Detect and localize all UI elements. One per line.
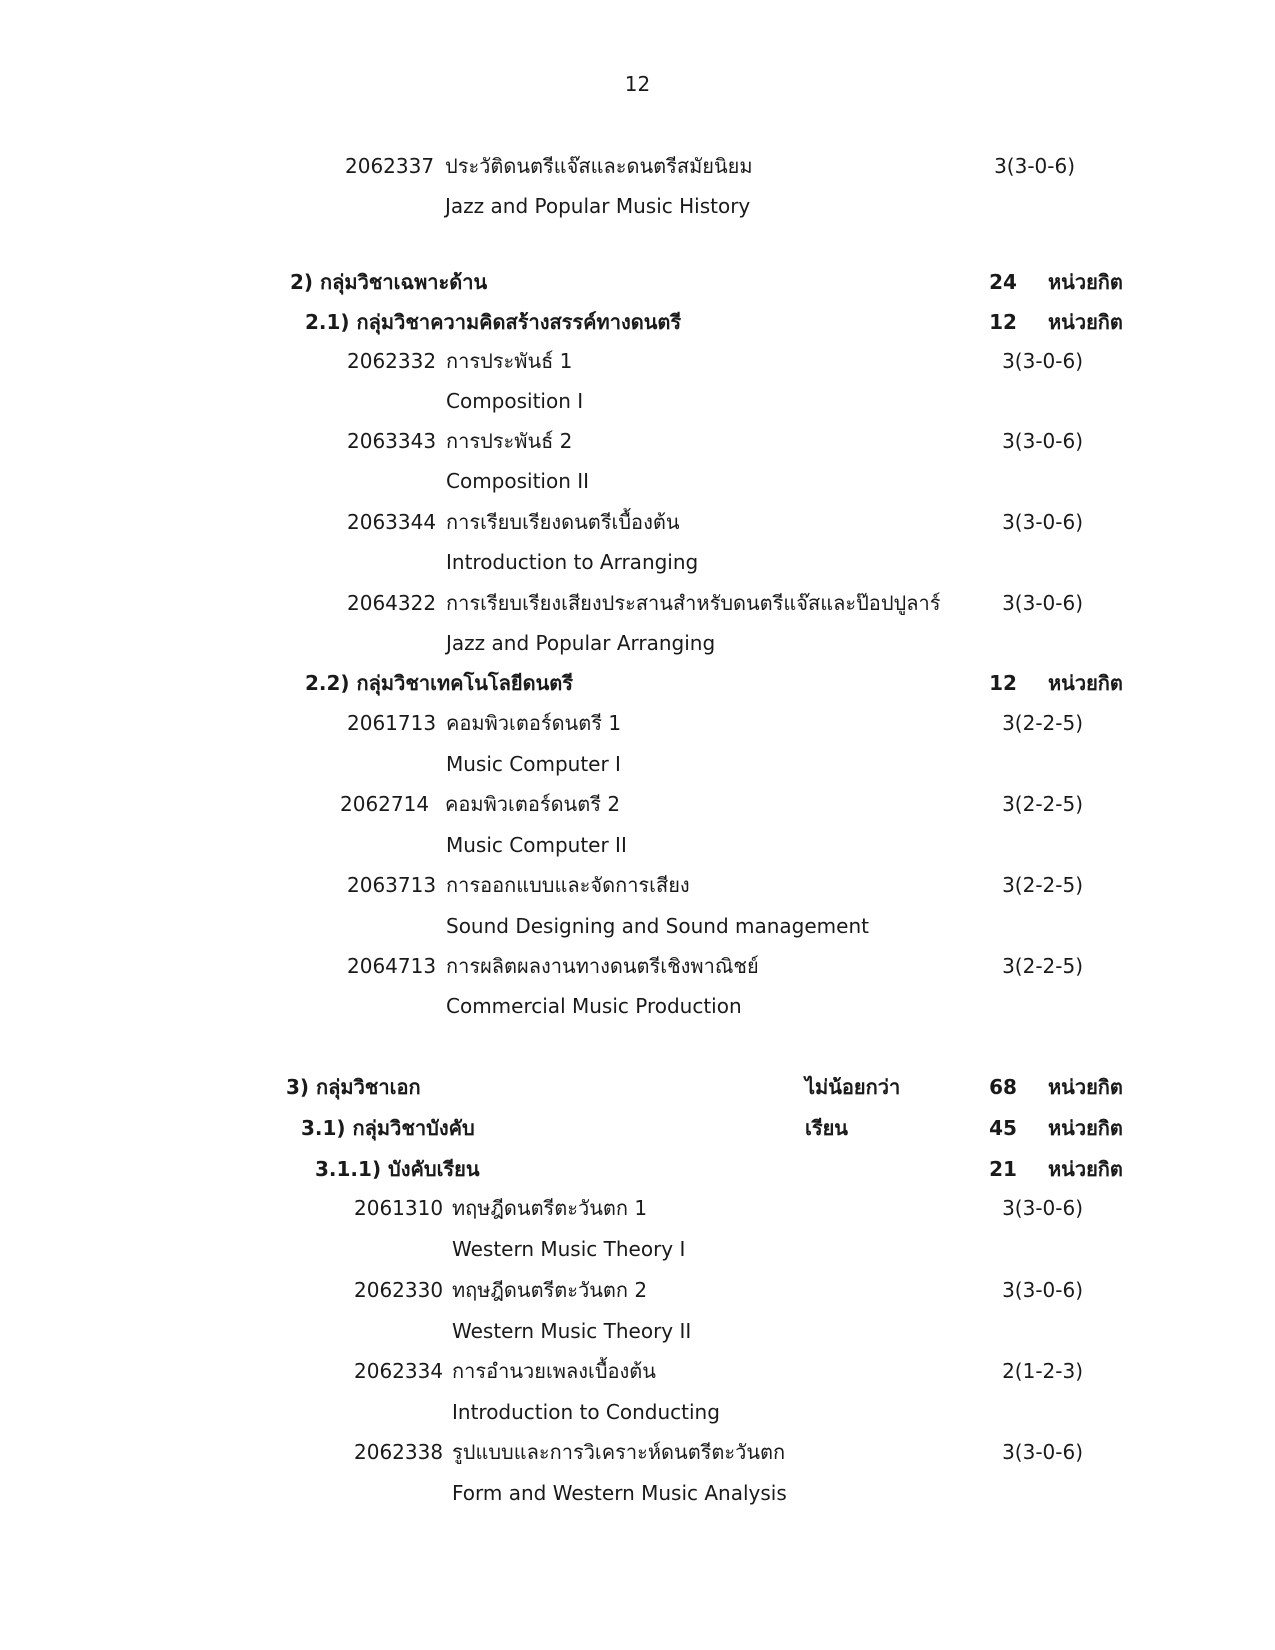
- course-row: [0, 583, 1275, 623]
- course-title-eng: Western Music Theory II: [452, 1319, 692, 1343]
- course-code: 2062330: [354, 1278, 444, 1302]
- course-title-thai: คอมพิวเตอร์ดนตรี 1: [446, 711, 622, 735]
- course-row: [0, 946, 1275, 986]
- course-code: 2062338: [354, 1440, 444, 1464]
- course-row: [0, 865, 1275, 905]
- course-row: [0, 1432, 1275, 1472]
- course-title-eng-row: [0, 906, 1275, 946]
- course-title-eng-row: [0, 825, 1275, 865]
- course-credit: 3(3-0-6): [1002, 1196, 1083, 1220]
- course-row: [0, 784, 1275, 824]
- course-row: [0, 703, 1275, 743]
- course-credit: 3(3-0-6): [1002, 429, 1083, 453]
- group-heading: [0, 1067, 1275, 1107]
- course-credit: 3(3-0-6): [1002, 591, 1083, 615]
- course-title-thai: ทฤษฎีดนตรีตะวันตก 2: [452, 1278, 648, 1302]
- course-title-thai: คอมพิวเตอร์ดนตรี 2: [445, 792, 621, 816]
- subgroup-credit-unit: หน่วยกิต: [1048, 1116, 1123, 1140]
- course-code: 2064713: [347, 954, 437, 978]
- course-row: [0, 1351, 1275, 1391]
- course-credit: 3(3-0-6): [1002, 349, 1083, 373]
- course-title-eng: Music Computer II: [446, 833, 627, 857]
- course-code: 2061713: [347, 711, 437, 735]
- subgroup-credit-unit: หน่วยกิต: [1048, 671, 1123, 695]
- course-credit: 3(3-0-6): [994, 154, 1075, 178]
- course-title-eng: Sound Designing and Sound management: [446, 914, 869, 938]
- group-credit-count: 68: [989, 1075, 1017, 1099]
- course-title-thai: การเรียบเรียงดนตรีเบื้องต้น: [446, 510, 680, 534]
- group-credit-unit: หน่วยกิต: [1048, 270, 1123, 294]
- course-title-eng-row: [0, 744, 1275, 784]
- course-title-eng-row: [0, 461, 1275, 501]
- course-title-eng-row: [0, 986, 1275, 1026]
- course-title-eng: Introduction to Conducting: [452, 1400, 720, 1424]
- course-title-eng: Composition I: [446, 389, 584, 413]
- course-title-eng-row: [0, 623, 1275, 663]
- subgroup-title: 2.2) กลุ่มวิชาเทคโนโลยีดนตรี: [305, 671, 574, 695]
- subgroup-heading: [0, 663, 1275, 703]
- group-qualifier: ไม่น้อยกว่า: [805, 1075, 901, 1099]
- course-title-eng: Jazz and Popular Music History: [445, 194, 751, 218]
- course-title-thai: การผลิตผลงานทางดนตรีเชิงพาณิชย์: [446, 954, 759, 978]
- page-number: 12: [624, 72, 651, 96]
- course-title-thai: รูปแบบและการวิเคราะห์ดนตรีตะวันตก: [452, 1440, 786, 1464]
- subgroup-credit-count: 21: [989, 1157, 1017, 1181]
- course-title-eng-row: [0, 381, 1275, 421]
- course-code: 2061310: [354, 1196, 444, 1220]
- course-row: [0, 502, 1275, 542]
- course-code: 2062714: [340, 792, 430, 816]
- subgroup-credit-unit: หน่วยกิต: [1048, 1157, 1123, 1181]
- course-credit: 3(3-0-6): [1002, 510, 1083, 534]
- course-code: 2063344: [347, 510, 437, 534]
- subgroup-heading: [0, 1149, 1275, 1189]
- course-title-thai: การประพันธ์ 2: [446, 429, 573, 453]
- subgroup-qualifier: เรียน: [805, 1116, 848, 1140]
- course-title-thai: การเรียบเรียงเสียงประสานสำหรับดนตรีแจ๊สและป๊อปปูลาร์: [446, 591, 941, 615]
- course-title-thai: การอำนวยเพลงเบื้องต้น: [452, 1359, 656, 1383]
- subgroup-title: 2.1) กลุ่มวิชาความคิดสร้างสรรค์ทางดนตรี: [305, 310, 682, 334]
- subgroup-credit-count: 12: [989, 310, 1017, 334]
- course-code: 2063343: [347, 429, 437, 453]
- course-title-eng: Introduction to Arranging: [446, 550, 699, 574]
- group-credit-unit: หน่วยกิต: [1048, 1075, 1123, 1099]
- group-heading: [0, 262, 1275, 302]
- subgroup-credit-unit: หน่วยกิต: [1048, 310, 1123, 334]
- course-row: [0, 421, 1275, 461]
- course-row: [0, 146, 1275, 186]
- course-code: 2062332: [347, 349, 437, 373]
- course-title-eng-row: [0, 1229, 1275, 1269]
- course-row: [0, 341, 1275, 381]
- group-credit-count: 24: [989, 270, 1017, 294]
- course-credit: 3(2-2-5): [1002, 954, 1083, 978]
- course-title-eng-row: [0, 186, 1275, 226]
- course-title-eng: Composition II: [446, 469, 590, 493]
- course-title-thai: การประพันธ์ 1: [446, 349, 573, 373]
- course-title-eng-row: [0, 1311, 1275, 1351]
- group-title: 3) กลุ่มวิชาเอก: [286, 1075, 421, 1099]
- subgroup-credit-count: 12: [989, 671, 1017, 695]
- course-credit: 3(2-2-5): [1002, 873, 1083, 897]
- course-title-eng: Jazz and Popular Arranging: [446, 631, 716, 655]
- course-row: [0, 1188, 1275, 1228]
- subgroup-title: 3.1.1) บังคับเรียน: [315, 1157, 480, 1181]
- course-title-thai: การออกแบบและจัดการเสียง: [446, 873, 690, 897]
- course-title-thai: ประวัติดนตรีแจ๊สและดนตรีสมัยนิยม: [445, 154, 753, 178]
- subgroup-title: 3.1) กลุ่มวิชาบังคับ: [301, 1116, 475, 1140]
- group-title: 2) กลุ่มวิชาเฉพาะด้าน: [290, 270, 488, 294]
- course-title-eng: Music Computer I: [446, 752, 621, 776]
- subgroup-credit-count: 45: [989, 1116, 1017, 1140]
- course-credit: 3(3-0-6): [1002, 1278, 1083, 1302]
- subgroup-heading: [0, 1108, 1275, 1148]
- course-credit: 3(2-2-5): [1002, 711, 1083, 735]
- course-title-eng: Western Music Theory I: [452, 1237, 686, 1261]
- course-title-eng: Commercial Music Production: [446, 994, 742, 1018]
- course-title-eng-row: [0, 542, 1275, 582]
- course-credit: 3(3-0-6): [1002, 1440, 1083, 1464]
- course-title-eng-row: [0, 1392, 1275, 1432]
- course-code: 2062337: [345, 154, 435, 178]
- course-title-eng-row: [0, 1473, 1275, 1513]
- course-code: 2063713: [347, 873, 437, 897]
- subgroup-heading: [0, 302, 1275, 342]
- course-credit: 3(2-2-5): [1002, 792, 1083, 816]
- course-title-thai: ทฤษฎีดนตรีตะวันตก 1: [452, 1196, 648, 1220]
- course-credit: 2(1-2-3): [1002, 1359, 1083, 1383]
- course-code: 2062334: [354, 1359, 444, 1383]
- course-title-eng: Form and Western Music Analysis: [452, 1481, 787, 1505]
- course-row: [0, 1270, 1275, 1310]
- course-code: 2064322: [347, 591, 437, 615]
